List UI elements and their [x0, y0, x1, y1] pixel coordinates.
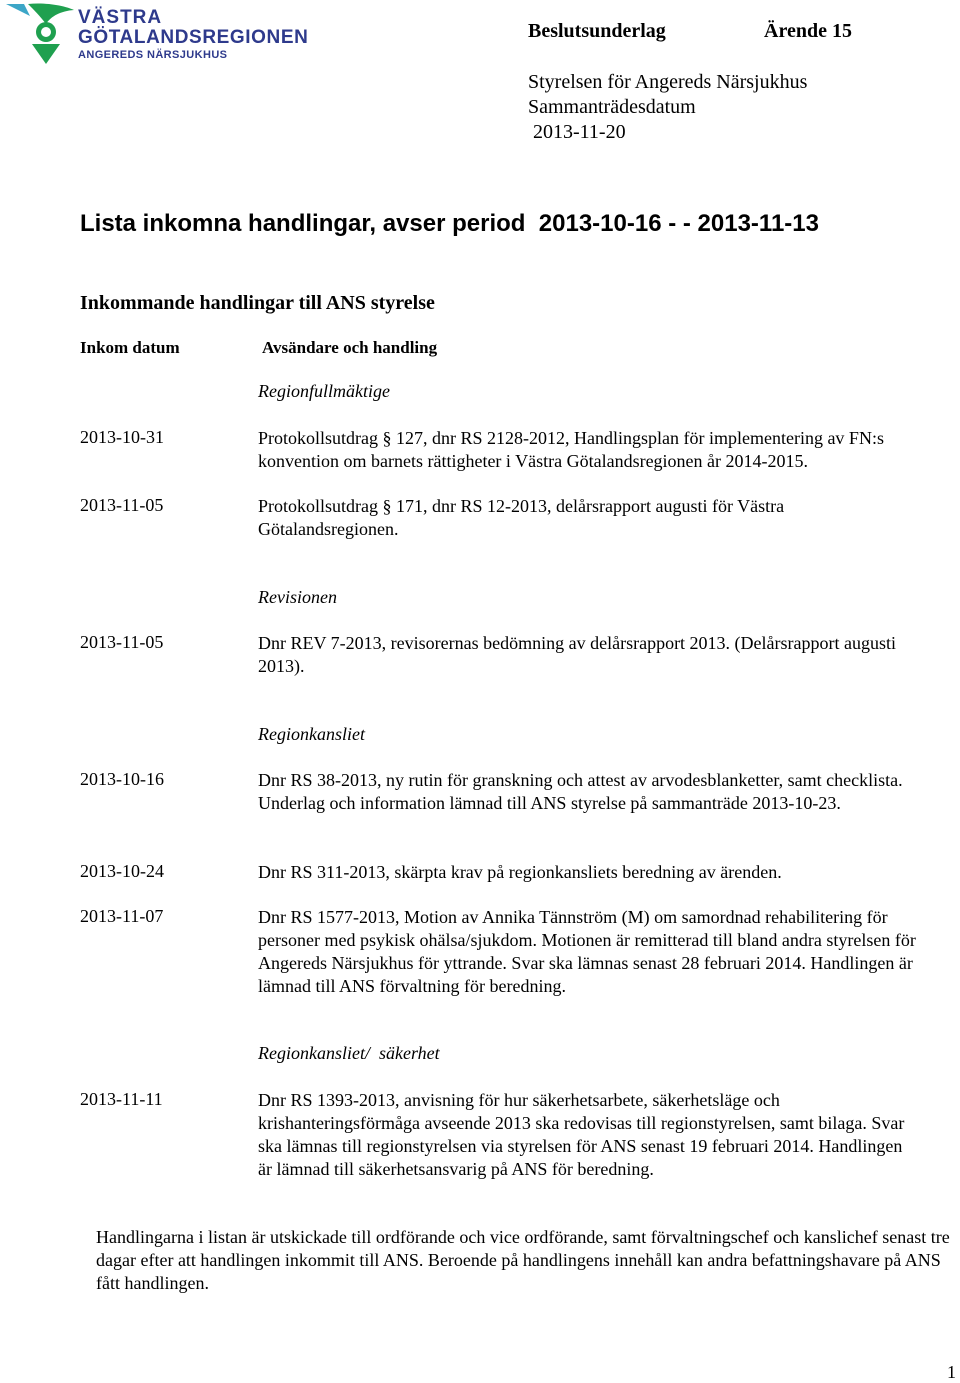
logo-mark-icon [6, 2, 76, 66]
case-number: Ärende 15 [764, 20, 852, 42]
footer-note: Handlingarna i listan är utskickade till ordförande och vice ordförande, samt förvaltningschef och kanslichef senast tre dagar efter att handlingen inkommit till ANS. Beroende på handlingens innehåll kan andra befattningshavare på ANS fått handlingen. [96, 1227, 950, 1293]
item-text: Dnr REV 7-2013, revisorernas bedömning av delårsrapport 2013. (Delårsrapport augusti 2013). [258, 633, 897, 676]
board-name: Styrelsen för Angereds Närsjukhus [528, 71, 808, 93]
category-heading: Regionkansliet/ säkerhet [258, 1043, 440, 1063]
logo-line-2: GÖTALANDSREGIONEN [78, 27, 309, 48]
item-date: 2013-11-07 [80, 906, 164, 926]
item-text: Dnr RS 1393-2013, anvisning för hur säkerhetsarbete, säkerhetsläge och krishanteringsförmåga avseende 2013 ska redovisas till regionstyrelsen, samt bilaga. Svar ska lämnas till regionstyrelsen via styrelsen för ANS senast 19 februari 2014. Handlingen är lämnad till säkerhetsansvarig på ANS för beredning. [258, 1090, 905, 1179]
logo-line-3: ANGEREDS NÄRSJUKHUS [78, 49, 228, 61]
organization-logo [6, 2, 309, 68]
item-date: 2013-10-16 [80, 769, 164, 789]
item-text: Dnr RS 311-2013, skärpta krav på regionkansliets beredning av ärenden. [258, 862, 782, 882]
page-title: Lista inkomna handlingar, avser period 2013-10-16 - - 2013-11-13 [80, 210, 819, 237]
doc-type: Beslutsunderlag [528, 20, 666, 42]
logo-line-1: VÄSTRA [78, 7, 163, 28]
category-heading: Regionkansliet [258, 724, 365, 744]
section-subtitle: Inkommande handlingar till ANS styrelse [80, 292, 435, 314]
meeting-date-label: Sammanträdesdatum [528, 96, 696, 118]
item-date: 2013-10-31 [80, 427, 164, 447]
item-text: Protokollsutdrag § 171, dnr RS 12-2013, delårsrapport augusti för Västra Götalandsregionen. [258, 496, 785, 539]
item-date: 2013-11-05 [80, 632, 164, 652]
item-date: 2013-10-24 [80, 861, 164, 881]
meeting-date: 2013-11-20 [533, 121, 626, 143]
item-text: Dnr RS 38-2013, ny rutin för granskning och attest av arvodesblanketter, samt checklista. Underlag och information lämnad till ANS styrelse på sammanträde 2013-10-23. [258, 770, 903, 813]
category-heading: Regionfullmäktige [258, 381, 390, 401]
item-text: Dnr RS 1577-2013, Motion av Annika Tännström (M) om samordnad rehabilitering för personer med psykisk ohälsa/sjukdom. Motionen är remitterad till bland andra styrelsen för Angereds Närsjukhus för yttrande. Svar ska lämnas senast 28 februari 2014. Handlingen är lämnad till ANS förvaltning för beredning. [258, 907, 916, 996]
item-date: 2013-11-11 [80, 1089, 163, 1109]
item-date: 2013-11-05 [80, 495, 164, 515]
item-text: Protokollsutdrag § 127, dnr RS 2128-2012, Handlingsplan för implementering av FN:s konvention om barnets rättigheter i Västra Götalandsregionen år 2014-2015. [258, 428, 884, 471]
column-header-date: Inkom datum [80, 338, 180, 357]
page-number: 1 [947, 1362, 956, 1382]
column-header-sender: Avsändare och handling [262, 338, 438, 357]
category-heading: Revisionen [258, 587, 337, 607]
